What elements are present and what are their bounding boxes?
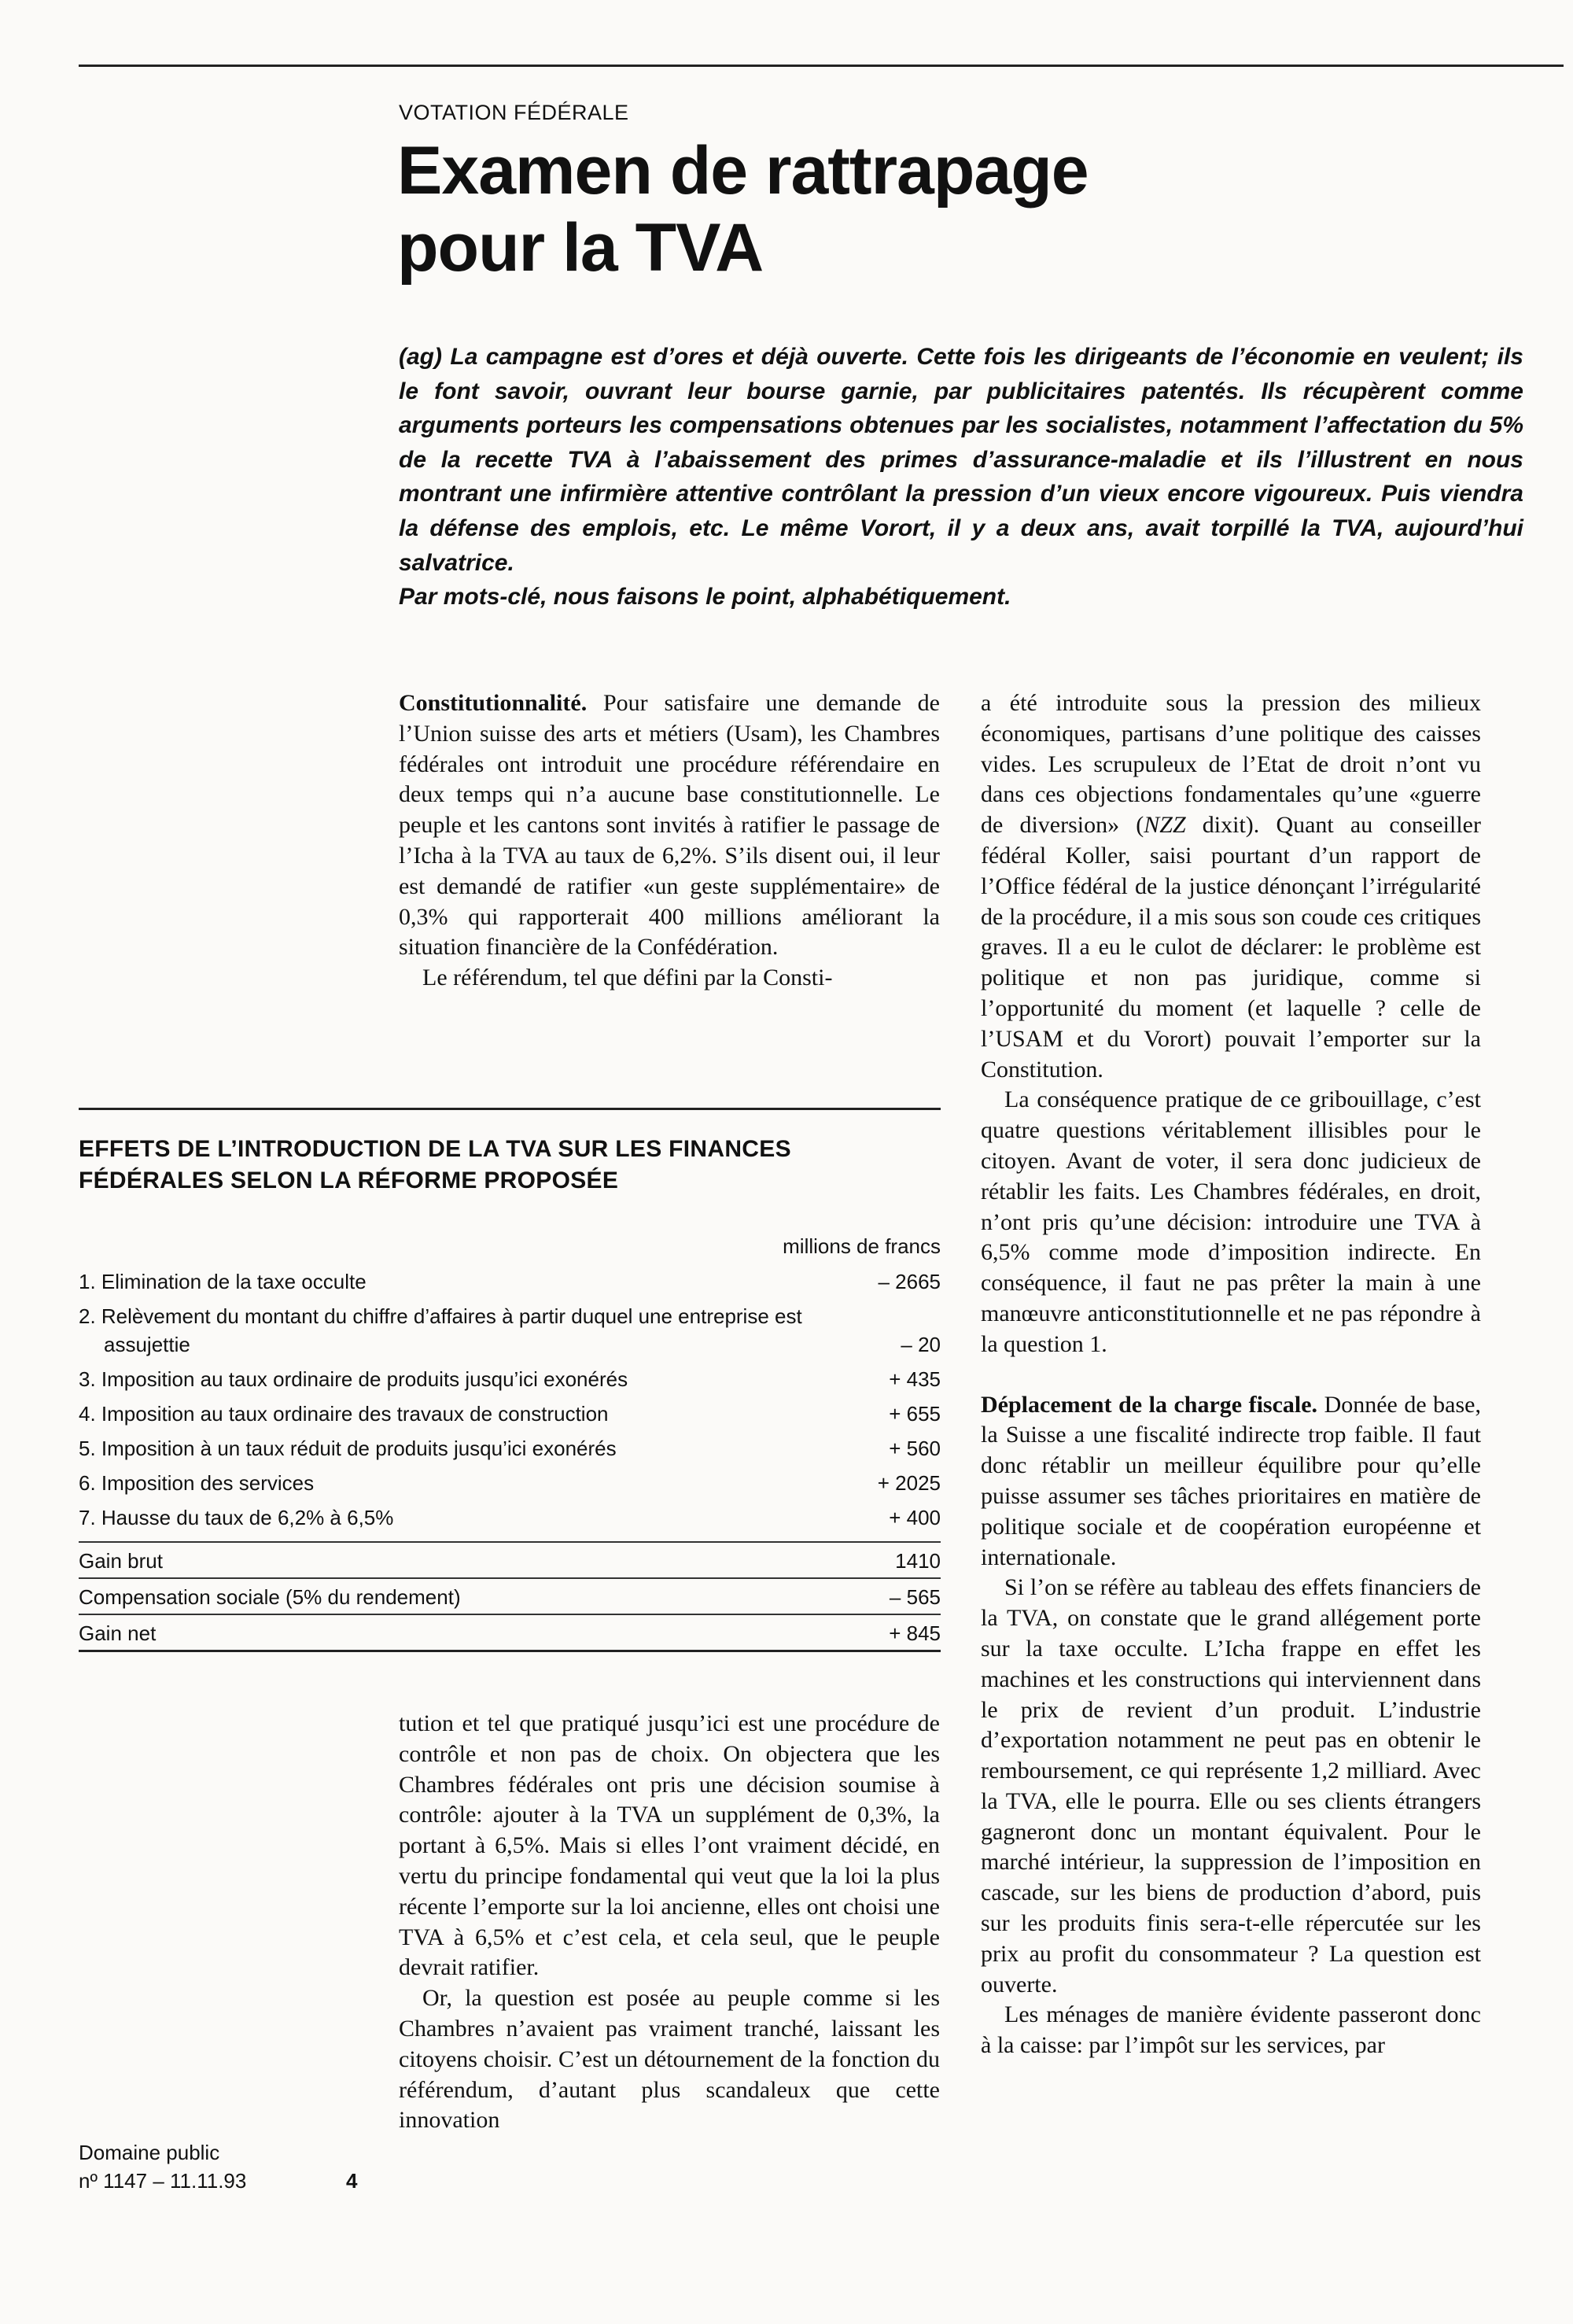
intro-paragraph: (ag) La campagne est d’ores et déjà ouverte. Cette fois les dirigeants de l’économie en veulent; ils le font savoir, ouvrant leur bourse garnie, par publicitaires patentés. Ils récupèrent comme arguments porteurs les compensations obtenues par les socialistes, notamment l’affectation du 5% de la recette TVA à l’abaissement des primes d’assurance-maladie et ils l’illustrent en nous montrant une infirmière attentive contrôlant la pression d’un vieux encore vigoureux. Puis viendra la défense des emplois, etc. Le même Vorort, il y a deux ans, avait torpillé la TVA, aujourd’hui salvatrice. <box>399 344 1523 576</box>
body-paragraph: a été introduite sous la pression des milieux économiques, partisans d’une politique des caisses vides. Les scrupuleux de l’Etat de droit n’ont vu dans ces objections fondamentales qu’une «guerre de diversion» (NZZ dixit). Quant au conseiller fédéral Koller, saisi pourtant d’un rapport de l’Office fédéral de la justice dénonçant l’irrégularité de la procédure, il a mis sous son coude ces critiques graves. Il a eu le culot de déclarer: le problème est politique et non pas juridique, comme si l’opportunité du moment (et laquelle ? celle de l’USAM et du Vorort) pouvait l’emporter sur la Constitution. <box>981 690 1481 1083</box>
body-paragraph: Constitutionnalité. Pour satisfaire une demande de l’Union suisse des arts et métiers (Usam), les Chambres fédérales ont introduit une procédure référendaire en deux temps qui n’a aucune base constitutionnelle. Le peuple et les cantons sont invités à ratifier le passage de l’Icha à la TVA au taux de 6,2%. S’ils disent oui, il leur est demandé de ratifier «un geste supplémentaire» de 0,3% qui rapporterait 400 millions améliorant la situation financière de la Confédération. <box>399 690 940 961</box>
column-1-top <box>399 688 940 994</box>
issue-number: nº 1147 – 11.11.93 <box>79 2169 247 2193</box>
article-headline <box>397 132 1498 286</box>
row-label: 1. Elimination de la taxe occulte <box>79 1270 367 1293</box>
table-title: EFFETS DE L’INTRODUCTION DE LA TVA SUR LES FINANCES FÉDÉRALES SELON LA RÉFORME PROPOSÉE <box>79 1136 791 1193</box>
row-label: 6. Imposition des services <box>79 1471 315 1495</box>
body-paragraph: Déplacement de la charge fiscale. Donnée de base, la Suisse a une fiscalité indirecte trop faible. Il faut donc rétablir un meilleur équilibre pour qu’elle puisse assumer ses tâches prioritaires en matière de politique sociale et de coopération européenne et internationale. <box>981 1391 1481 1570</box>
column-1-bottom <box>399 1709 940 2136</box>
body-paragraph: La conséquence pratique de ce gribouillage, c’est quatre questions véritablement illisibles pour le citoyen. Avant de voter, il sera donc judicieux de rétablir les faits. Les Chambres fédérales, en droit, n’ont pris qu’une décision: introduire une TVA à 6,5% comme mode d’imposition indirecte. En conséquence, il faut ne pas prêter la main à une manœuvre anticonstitutionnelle et ne pas répondre à la question 1. <box>981 1086 1481 1357</box>
table-top-rule <box>79 1108 941 1110</box>
intro-paragraph: Par mots-clé, nous faisons le point, alphabétiquement. <box>399 584 1011 611</box>
row-label: 4. Imposition au taux ordinaire des travaux de construction <box>79 1402 609 1426</box>
table-row <box>79 1365 941 1393</box>
headline-line-1: Examen de rattrapage <box>397 133 1089 208</box>
total-label: Gain brut <box>79 1549 163 1573</box>
body-paragraph: Si l’on se réfère au tableau des effets financiers de la TVA, on constate que le grand allégement porte sur la taxe occulte. L’Icha frappe en effet les machines et les constructions qui interviennent dans le prix de revient d’un produit. L’industrie d’exportation notamment ne peut pas en obtenir le remboursement, ce qui représente 1,2 milliard. Avec la TVA, elle le pourra. Elle ou ses clients étrangers gagneront donc un montant équivalent. Pour le marché intérieur, la suppression de l’imposition en cascade, sur les biens de production d’abord, puis sur les produits finis sera-t-elle répercutée sur les prix au profit du consommateur ? La question est ouverte. <box>981 1574 1481 1998</box>
table-row <box>79 1302 941 1359</box>
row-label: 2. Relèvement du montant du chiffre d’affaires à partir duquel une entreprise est assujettie <box>79 1304 802 1356</box>
total-value: – 565 <box>889 1585 941 1609</box>
table-row <box>79 1469 941 1497</box>
table-row <box>79 1503 941 1532</box>
publication-name: Domaine public <box>79 2141 220 2164</box>
total-value: 1410 <box>895 1549 941 1573</box>
row-label: 3. Imposition au taux ordinaire de produits jusqu’ici exonérés <box>79 1367 628 1391</box>
page-number: 4 <box>346 2169 358 2193</box>
table-unit: millions de francs <box>783 1234 941 1258</box>
row-value: + 560 <box>889 1437 941 1460</box>
total-label: Gain net <box>79 1621 157 1645</box>
table-total-row <box>79 1541 941 1577</box>
body-paragraph: tution et tel que pratiqué jusqu’ici est une procédure de contrôle et non pas de choix. On objectera que les Chambres fédérales ont pris une décision soumise à contrôle: ajouter à la TVA un supplément de 0,3%, la portant à 6,5%. Mais si elles l’ont vraiment décidé, en vertu du principe fondamental qui veut que la loi la plus récente l’emporte sur la loi ancienne, elles ont choisi une TVA à 6,5% et c’est cela, et cela seul, que le peuple devrait ratifier. <box>399 1710 940 1981</box>
body-paragraph: Les ménages de manière évidente passeront donc à la caisse: par l’impôt sur les services, par <box>981 2001 1481 2059</box>
total-label: Compensation sociale (5% du rendement) <box>79 1585 461 1609</box>
body-paragraph: Le référendum, tel que défini par la Consti- <box>422 965 833 991</box>
row-label: 5. Imposition à un taux réduit de produits jusqu’ici exonérés <box>79 1437 617 1460</box>
publication-footer <box>79 2138 246 2195</box>
finance-table <box>79 1108 941 1652</box>
row-value: – 20 <box>901 1333 941 1356</box>
section-heading: Déplacement de la charge fiscale. <box>981 1391 1318 1418</box>
table-rows <box>79 1267 941 1532</box>
total-value: + 845 <box>889 1621 941 1645</box>
row-value: + 2025 <box>877 1471 941 1495</box>
column-2 <box>981 688 1481 2061</box>
section-heading: Constitutionnalité. <box>399 690 588 716</box>
row-value: – 2665 <box>878 1270 941 1293</box>
nzz-reference: NZZ <box>1144 812 1186 839</box>
top-rule <box>79 65 1564 67</box>
row-value: + 400 <box>889 1506 941 1529</box>
table-row <box>79 1400 941 1428</box>
table-row <box>79 1434 941 1463</box>
row-value: + 435 <box>889 1367 941 1391</box>
section-kicker: VOTATION FÉDÉRALE <box>399 101 629 124</box>
body-paragraph: Or, la question est posée au peuple comme si les Chambres n’avaient pas vraiment tranché, laissant les citoyens choisir. C’est un détournement de la fonction du référendum, d’autant plus scandaleux que cette innovation <box>399 1985 940 2134</box>
headline-line-2: pour la TVA <box>397 210 764 286</box>
row-value: + 655 <box>889 1402 941 1426</box>
row-label: 7. Hausse du taux de 6,2% à 6,5% <box>79 1506 394 1529</box>
table-total-row <box>79 1577 941 1614</box>
table-row <box>79 1267 941 1296</box>
article-intro <box>399 340 1523 614</box>
table-total-row <box>79 1614 941 1652</box>
